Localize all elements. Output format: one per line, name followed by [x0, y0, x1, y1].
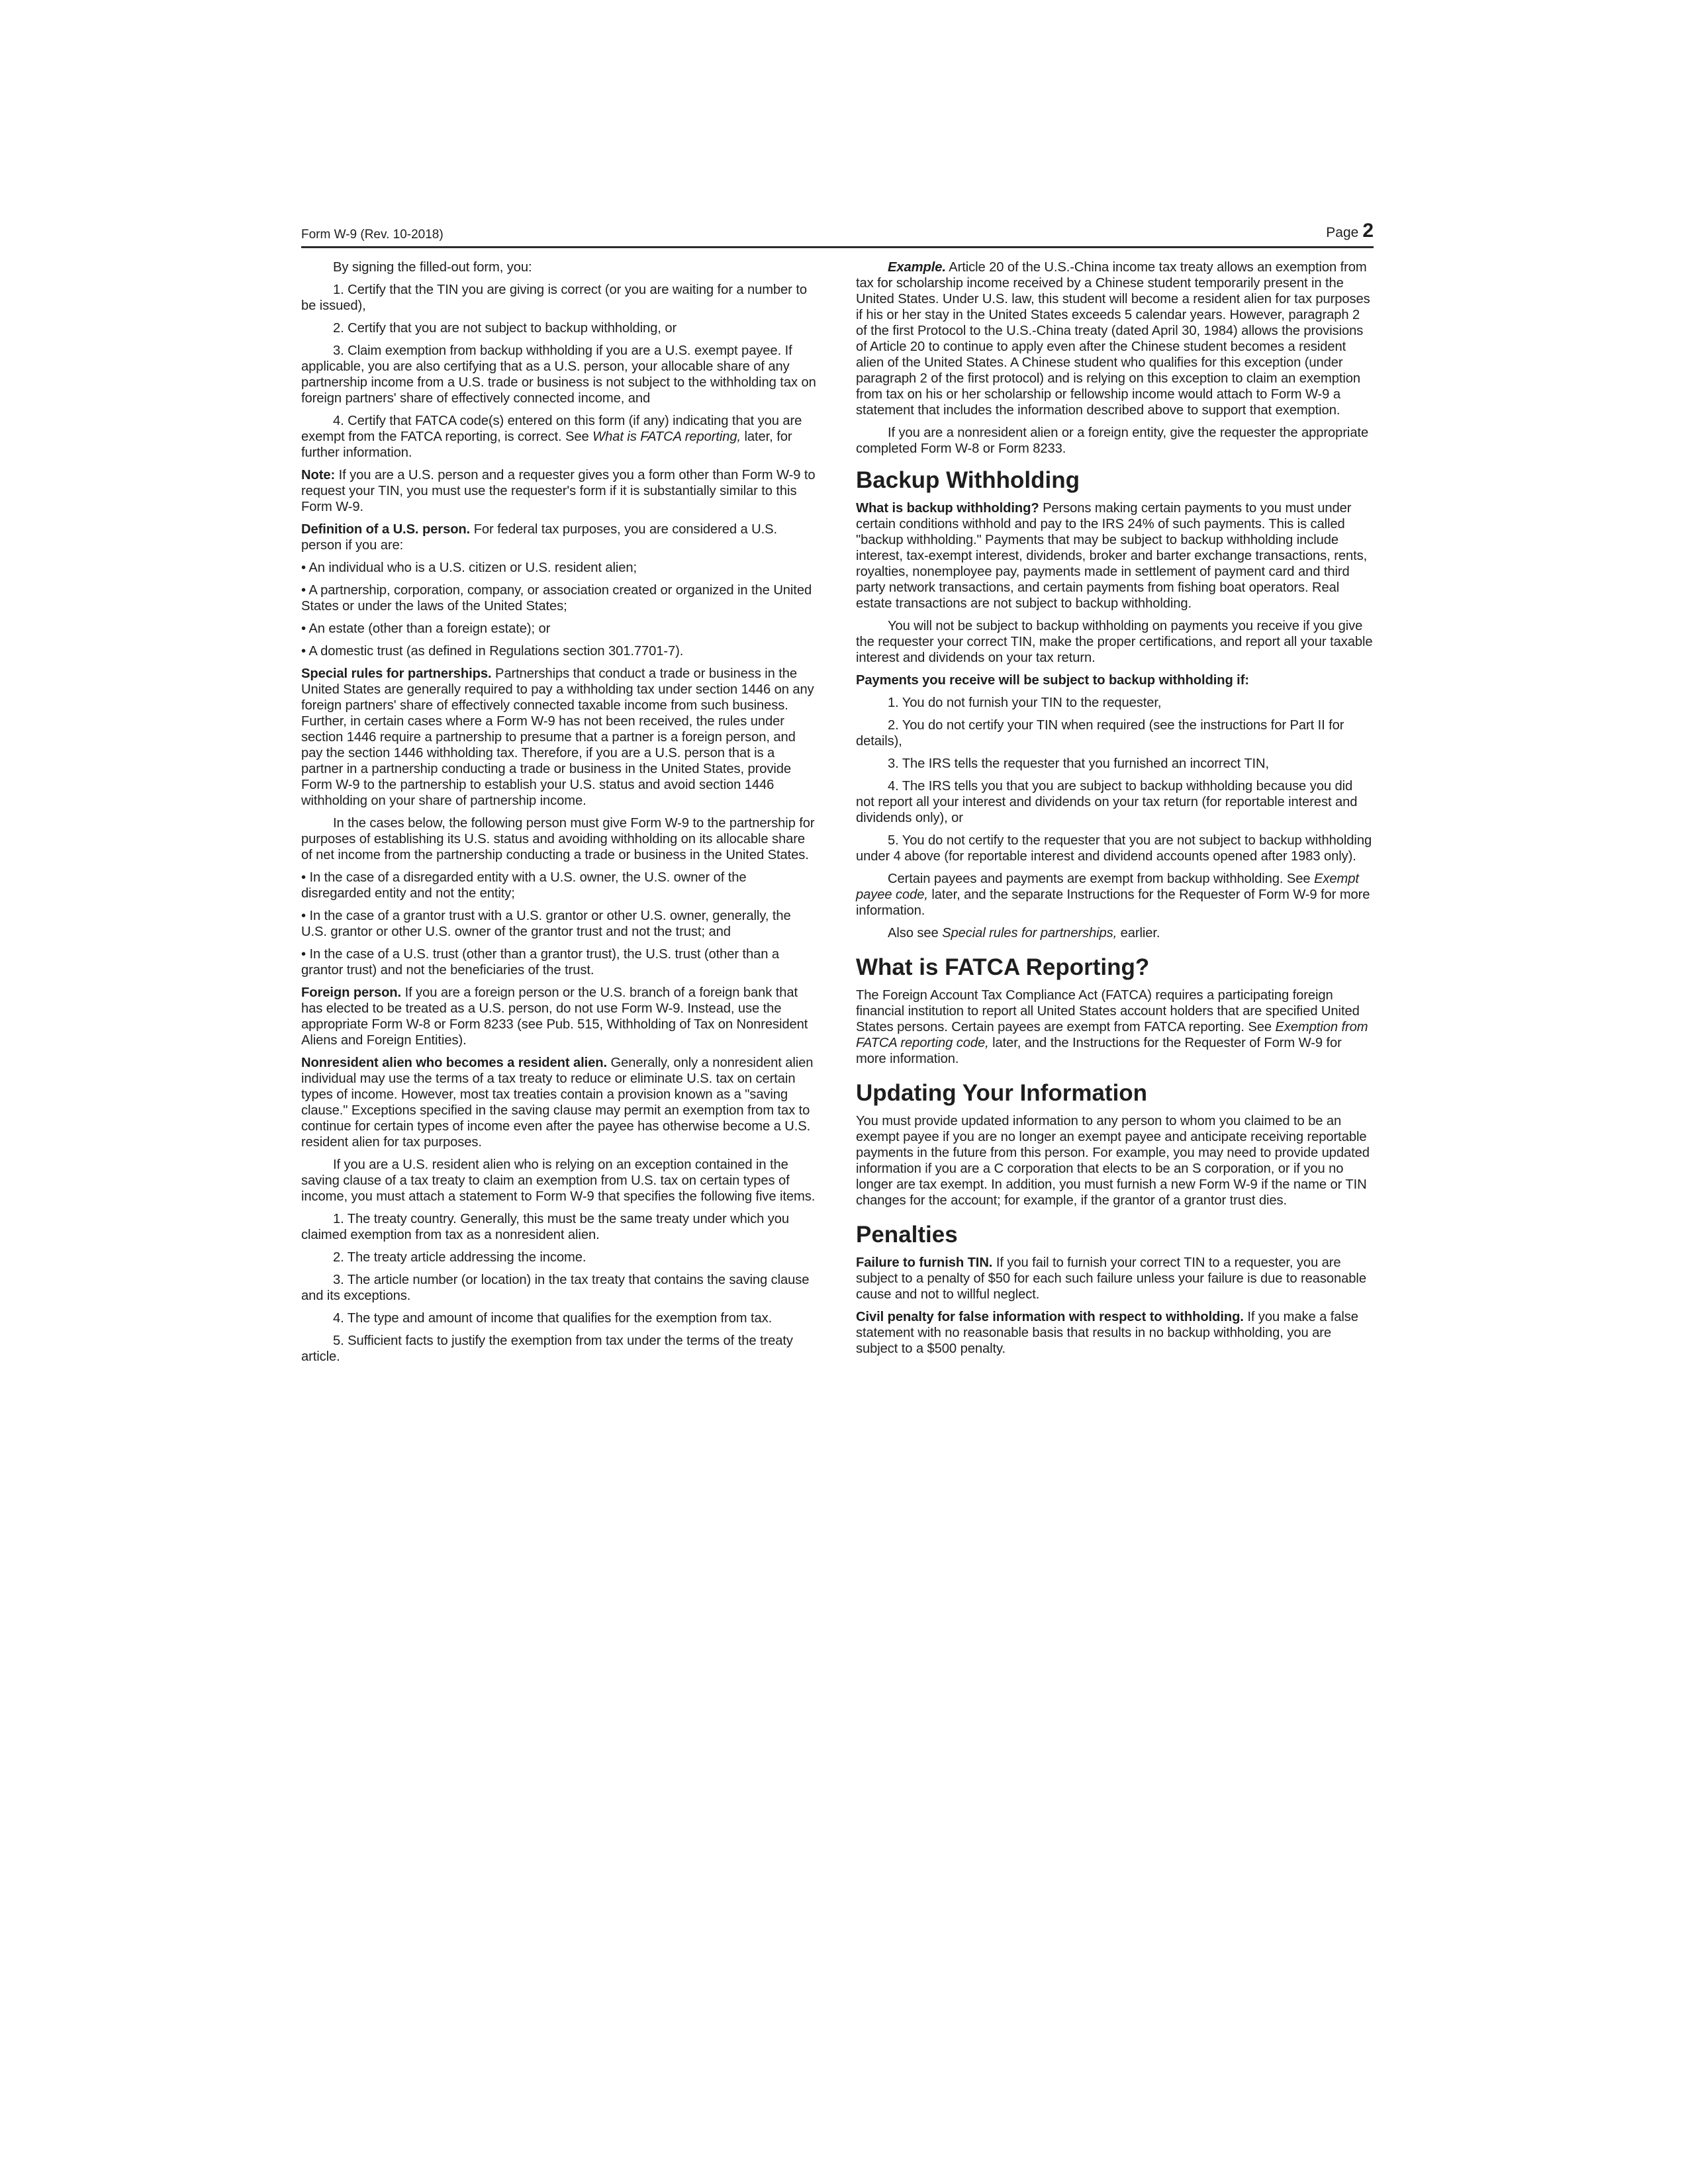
us-person-bullet-4: • A domestic trust (as defined in Regulations section 301.7701-7).	[301, 644, 684, 659]
fatca-code-reference: Exemption from FATCA reporting code,	[856, 1020, 1368, 1050]
special-rules-text: Partnerships that conduct a trade or business in the United States are generally required to pay a withholding tax under section 1446 on any foreign partners' share of effectively connected taxable income from such business. Further, in certain cases where a Form W-9 has not been received, the rules under section 1446 require a partnership to presume that a partner is a foreign person, and pay the section 1446 withholding tax. Therefore, if you are a U.S. person that is a partner in a partnership conducting a trade or business in the United States, provide Form W-9 to the partnership to establish your U.S. status and avoid section 1446 withholding on your share of partnership income.	[301, 666, 814, 808]
special-rules-label: Special rules for partnerships.	[301, 666, 492, 681]
note-paragraph	[301, 467, 819, 515]
us-person-bullet-3: • An estate (other than a foreign estate); or	[301, 621, 551, 636]
page-label: Page	[1326, 225, 1359, 240]
us-person-bullet-1: • An individual who is a U.S. citizen or U.S. resident alien;	[301, 561, 637, 575]
page-indicator	[1326, 220, 1374, 242]
note-text: If you are a U.S. person and a requester gives you a form other than Form W-9 to request your TIN, you must use the requester's form if it is substantially similar to this Form W-9.	[301, 468, 816, 514]
us-person-bullet-2: • A partnership, corporation, company, or association created or organized in the United States or under the laws of the United States;	[301, 583, 812, 614]
example-text: Article 20 of the U.S.-China income tax treaty allows an exemption from tax for scholarship income received by a Chinese student temporarily present in the United States. Under U.S. law, this student will become a resident alien for tax purposes if his or her stay in the United States exceeds 5 calendar years. However, paragraph 2 of the first Protocol to the U.S.-China treaty (dated April 30, 1984) allows the provisions of Article 20 to continue to apply even after the Chinese student becomes a resident alien of the United States. A Chinese student who qualifies for this exception (under paragraph 2 of the first protocol) and is relying on this exception to claim an exemption from tax on his or her scholarship or fellowship income would attach to Form W-9 a statement that includes the information described above to support that exemption.	[856, 260, 1370, 418]
backup-withholding-paragraph	[856, 500, 1374, 612]
us-person-text: For federal tax purposes, you are considered a U.S. person if you are:	[301, 522, 778, 553]
us-person-definition	[301, 522, 819, 553]
also-see-tail: earlier.	[1120, 926, 1160, 940]
failure-to-furnish-text: If you fail to furnish your correct TIN to a requester, you are subject to a penalty of $50 for each such failure unless your failure is due to reasonable cause and not to willful neglect.	[856, 1255, 1366, 1302]
certify-item-4	[301, 413, 819, 461]
nonresident-alien-label: Nonresident alien who becomes a resident alien.	[301, 1056, 607, 1070]
example-paragraph	[856, 259, 1374, 418]
foreign-person-label: Foreign person.	[301, 985, 402, 1000]
payment-condition-2: 2. You do not certify your TIN when required (see the instructions for Part II for details),	[856, 718, 1344, 749]
updating-paragraph: You must provide updated information to any person to whom you claimed to be an exempt payee if you are no longer an exempt payee and anticipate receiving reportable payments in the future from this person. For example, you may need to provide updated information if you are a C corporation that elects to be an S corporation, or if you no longer are tax exempt. In addition, you must furnish a new Form W-9 if the name or TIN changes for the account; for example, if the grantor of a grantor trust dies.	[856, 1114, 1370, 1208]
civil-penalty-paragraph	[856, 1309, 1374, 1357]
foreign-person-paragraph	[301, 985, 819, 1048]
payment-condition-4: 4. The IRS tells you that you are subject to backup withholding because you did not report all your interest and dividends on your tax return (for reportable interest and dividends only), or	[856, 779, 1358, 825]
certify-item-2: 2. Certify that you are not subject to backup withholding, or	[333, 321, 677, 336]
case-bullet-1: • In the case of a disregarded entity with a U.S. owner, the U.S. owner of the disregarded entity and not the entity;	[301, 870, 747, 901]
certify-item-4-tail: later, for further information.	[301, 430, 792, 460]
right-column	[856, 259, 1374, 1363]
left-column	[301, 259, 819, 1371]
fatca-reporting-reference: What is FATCA reporting,	[592, 430, 741, 444]
also-see-text: Also see	[888, 926, 939, 940]
backup-withholding-text: Persons making certain payments to you must under certain conditions withhold and pay to the IRS 24% of such payments. This is called "backup withholding." Payments that may be subject to backup withholding include interest, tax-exempt interest, dividends, broker and barter exchange transactions, rents, royalties, nonemployee pay, payments made in settlement of payment card and third party network transactions, and certain payments from fishing boat operators. Real estate transactions are not subject to backup withholding.	[856, 501, 1368, 611]
certify-item-1: 1. Certify that the TIN you are giving is correct (or you are waiting for a number to be issued),	[301, 283, 807, 313]
special-rules-paragraph	[301, 666, 819, 809]
nonresident-paragraph: If you are a nonresident alien or a foreign entity, give the requester the appropriate completed Form W-8 or Form 8233.	[856, 426, 1369, 456]
signing-intro: By signing the filled-out form, you:	[333, 260, 532, 275]
payment-condition-5: 5. You do not certify to the requester that you are not subject to backup withholding under 4 above (for reportable interest and dividend accounts opened after 1983 only).	[856, 833, 1372, 864]
nonresident-alien-paragraph	[301, 1055, 819, 1150]
treaty-item-1: 1. The treaty country. Generally, this must be the same treaty under which you claimed exemption from tax as a nonresident alien.	[301, 1212, 790, 1242]
exempt-payees-tail: later, and the separate Instructions for the Requester of Form W-9 for more information.	[856, 887, 1370, 918]
note-label: Note:	[301, 468, 336, 482]
payments-subheading-text: Payments you receive will be subject to backup withholding if:	[856, 673, 1249, 688]
cases-intro: In the cases below, the following person must give Form W-9 to the partnership for purposes of establishing its U.S. status and avoiding withholding on its allocable share of net income from the partnership conducting a trade or business in the United States.	[301, 816, 815, 862]
treaty-item-4: 4. The type and amount of income that qualifies for the exemption from tax.	[333, 1311, 773, 1326]
not-subject-paragraph: You will not be subject to backup withholding on payments you receive if you give the requester your correct TIN, make the proper certifications, and report all your taxable interest and dividends on your tax return.	[856, 619, 1373, 665]
civil-penalty-text: If you make a false statement with no reasonable basis that results in no backup withholding, you are subject to a $500 penalty.	[856, 1310, 1358, 1356]
form-title: Form W-9 (Rev. 10-2018)	[301, 228, 444, 242]
nonresident-alien-text: Generally, only a nonresident alien individual may use the terms of a tax treaty to reduce or eliminate U.S. tax on certain types of income. However, most tax treaties contain a provision known as a "saving clause." Exceptions specified in the saving clause may permit an exemption from tax to continue for certain types of income even after the payee has otherwise become a U.S. resident alien for tax purposes.	[301, 1056, 814, 1150]
resident-alien-paragraph: If you are a U.S. resident alien who is relying on an exception contained in the saving clause of a tax treaty to claim an exemption from U.S. tax on certain types of income, you must attach a statement to Form W-9 that specifies the following five items.	[301, 1158, 816, 1204]
failure-to-furnish-label: Failure to furnish TIN.	[856, 1255, 993, 1270]
payment-condition-3: 3. The IRS tells the requester that you furnished an incorrect TIN,	[888, 756, 1270, 771]
exempt-payees-paragraph	[856, 871, 1374, 919]
foreign-person-text: If you are a foreign person or the U.S. branch of a foreign bank that has elected to be treated as a U.S. person, do not use Form W-9. Instead, use the appropriate Form W-8 or Form 8233 (see Pub. 515, Withholding of Tax on Nonresident Aliens and Foreign Entities).	[301, 985, 808, 1048]
fatca-paragraph	[856, 987, 1374, 1067]
failure-to-furnish-paragraph	[856, 1255, 1374, 1302]
backup-withholding-label: What is backup withholding?	[856, 501, 1039, 516]
payment-condition-1: 1. You do not furnish your TIN to the requester,	[888, 696, 1162, 710]
certify-item-4-text: 4. Certify that FATCA code(s) entered on this form (if any) indicating that you are exempt from the FATCA reporting, is correct. See	[301, 414, 802, 444]
backup-withholding-heading: Backup Withholding	[856, 467, 1080, 493]
civil-penalty-label: Civil penalty for false information with respect to withholding.	[856, 1310, 1244, 1324]
page-number: 2	[1362, 220, 1374, 242]
fatca-heading: What is FATCA Reporting?	[856, 954, 1150, 980]
treaty-item-2: 2. The treaty article addressing the income.	[333, 1250, 586, 1265]
fatca-text: The Foreign Account Tax Compliance Act (FATCA) requires a participating foreign financial institution to report all United States account holders that are specified United States persons. Certain payees are exempt from FATCA reporting. See	[856, 988, 1360, 1034]
fatca-tail: later, and the Instructions for the Requester of Form W-9 for more information.	[856, 1036, 1342, 1066]
example-label: Example.	[888, 260, 946, 275]
also-see-paragraph	[856, 925, 1374, 941]
payments-subheading	[856, 672, 1374, 688]
special-rules-reference: Special rules for partnerships,	[942, 926, 1117, 940]
treaty-item-3: 3. The article number (or location) in the tax treaty that contains the saving clause and its exceptions.	[301, 1273, 810, 1303]
case-bullet-2: • In the case of a grantor trust with a U.S. grantor or other U.S. owner, generally, the U.S. grantor or other U.S. owner of the grantor trust and not the trust; and	[301, 909, 791, 939]
us-person-label: Definition of a U.S. person.	[301, 522, 471, 537]
updating-heading: Updating Your Information	[856, 1080, 1148, 1106]
treaty-item-5: 5. Sufficient facts to justify the exemption from tax under the terms of the treaty article.	[301, 1334, 793, 1364]
certify-item-3: 3. Claim exemption from backup withholding if you are a U.S. exempt payee. If applicable, you are also certifying that as a U.S. person, your allocable share of any partnership income from a U.S. trade or business is not subject to the withholding tax on foreign partners' share of effectively connected income, and	[301, 343, 816, 406]
case-bullet-3: • In the case of a U.S. trust (other than a grantor trust), the U.S. trust (other than a grantor trust) and not the beneficiaries of the trust.	[301, 947, 780, 978]
page-header	[301, 220, 1374, 248]
exempt-payees-text: Certain payees and payments are exempt from backup withholding. See	[888, 872, 1311, 886]
exempt-payee-code-reference: Exempt payee code,	[856, 872, 1359, 902]
penalties-heading: Penalties	[856, 1222, 958, 1248]
